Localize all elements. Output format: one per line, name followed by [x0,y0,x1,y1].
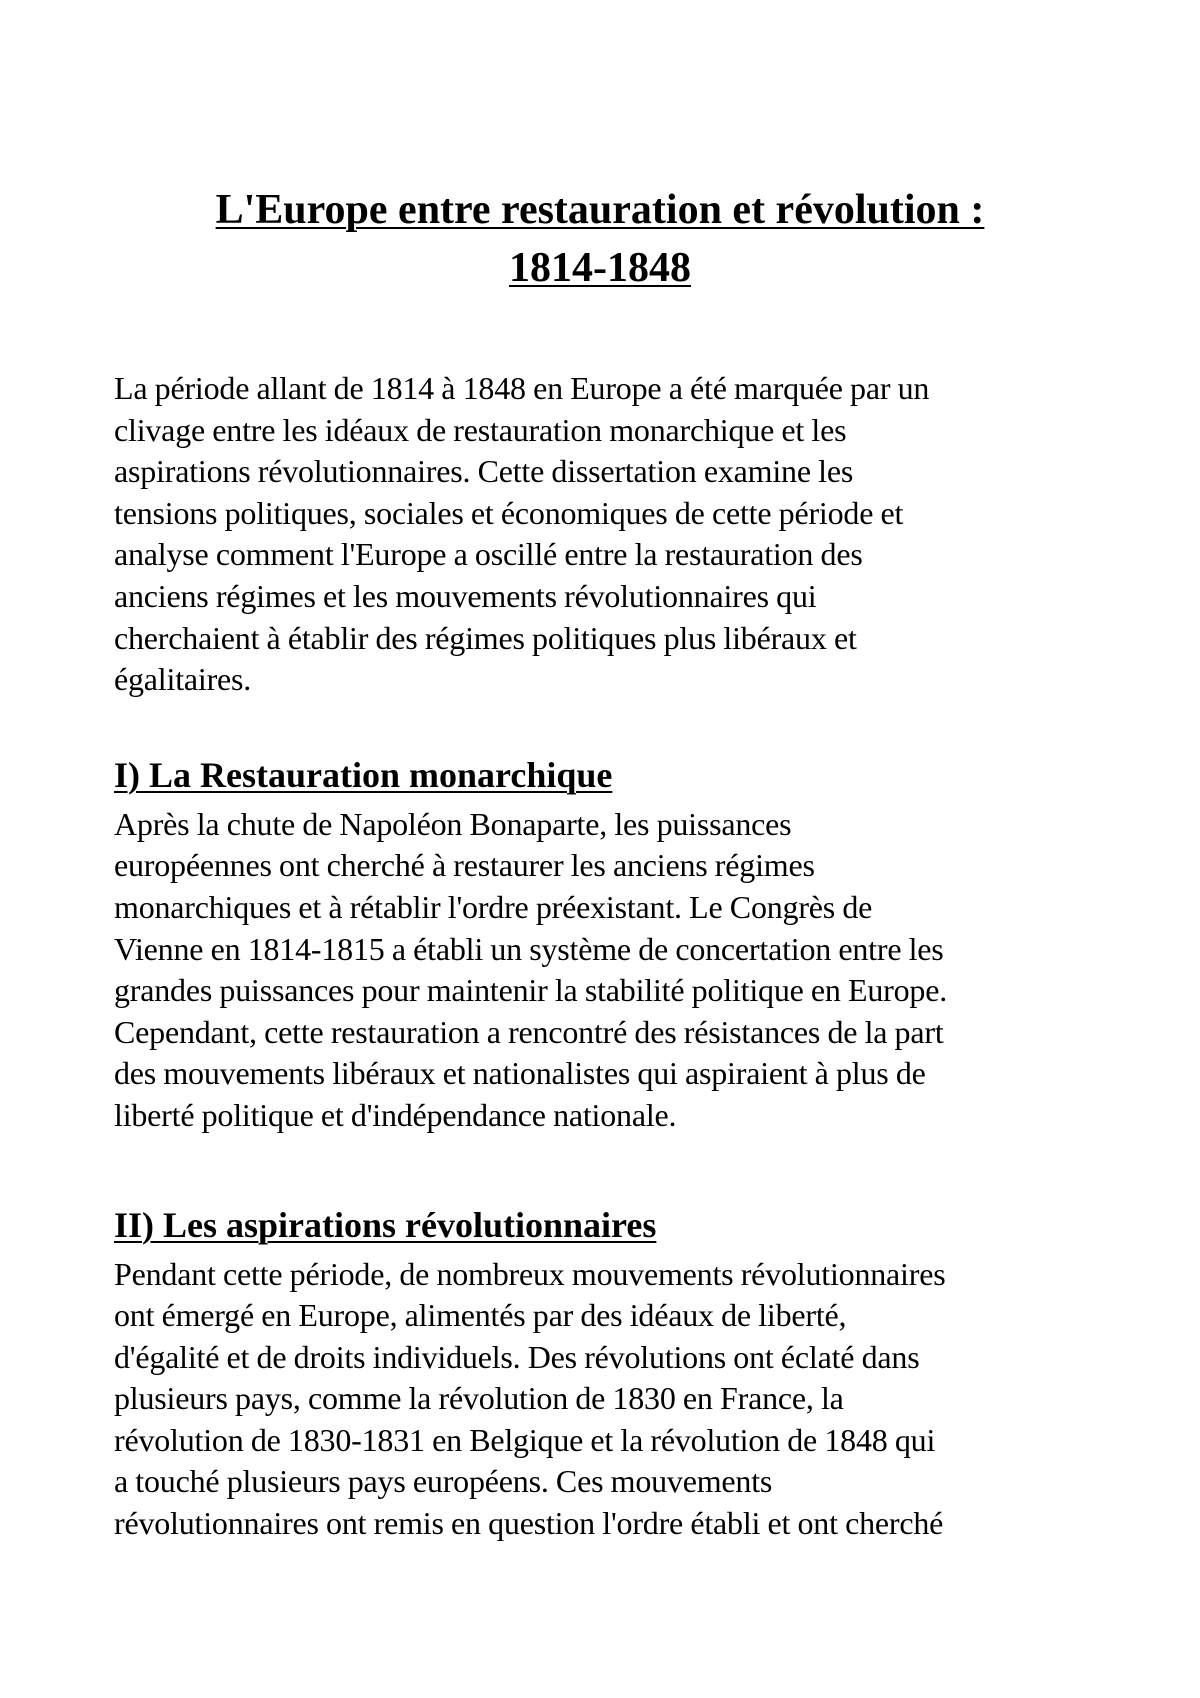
section-2-line: plusieurs pays, comme la révolution de 1830 en France, la [114,1380,844,1417]
section-1-line: Cependant, cette restauration a rencontré des résistances de la part [114,1013,944,1050]
intro-line: aspirations révolutionnaires. Cette dissertation examine les [114,453,854,490]
section-2-line: d'égalité et de droits individuels. Des révolutions ont éclaté dans [114,1338,920,1375]
section-2-heading: II) Les aspirations révolutionnaires [114,1204,657,1245]
section-1-line: des mouvements libéraux et nationalistes qui aspiraient à plus de [114,1055,926,1092]
intro-line: cherchaient à établir des régimes politiques plus libéraux et [114,619,857,656]
document-title [114,181,1086,297]
intro-line: égalitaires. [114,661,252,698]
intro-paragraph [114,368,1086,701]
section-1-paragraph [114,804,1086,1137]
section-1-heading: I) La Restauration monarchique [114,754,613,795]
section-2-line: Pendant cette période, de nombreux mouvements révolutionnaires [114,1255,946,1292]
title-line-2: 1814-1848 [509,245,691,291]
section-2-line: révolution de 1830-1831 en Belgique et la révolution de 1848 qui [114,1421,936,1458]
section-2-line: révolutionnaires ont remis en question l'ordre établi et ont cherché [114,1505,944,1542]
title-line-1: L'Europe entre restauration et révolution : [215,187,985,233]
section-2-line: ont émergé en Europe, alimentés par des idéaux de liberté, [114,1297,847,1334]
intro-line: La période allant de 1814 à 1848 en Europe a été marquée par un [114,370,930,406]
intro-line: anciens régimes et les mouvements révolutionnaires qui [114,577,817,614]
section-2-line: a touché plusieurs pays européens. Ces mouvements [114,1463,773,1500]
intro-line: clivage entre les idéaux de restauration monarchique et les [114,411,847,448]
intro-line: tensions politiques, sociales et économiques de cette période et [114,494,904,531]
section-1-line: Après la chute de Napoléon Bonaparte, les puissances [114,805,792,842]
section-1-line: européennes ont cherché à restaurer les anciens régimes [114,847,815,884]
intro-line: analyse comment l'Europe a oscillé entre la restauration des [114,536,863,573]
section-1-line: grandes puissances pour maintenir la stabilité politique en Europe. [114,972,948,1009]
section-1-line: monarchiques et à rétablir l'ordre préexistant. Le Congrès de [114,888,873,925]
section-2-paragraph [114,1254,1086,1545]
section-1-line: liberté politique et d'indépendance nationale. [114,1096,677,1133]
section-1-line: Vienne en 1814-1815 a établi un système de concertation entre les [114,930,944,967]
